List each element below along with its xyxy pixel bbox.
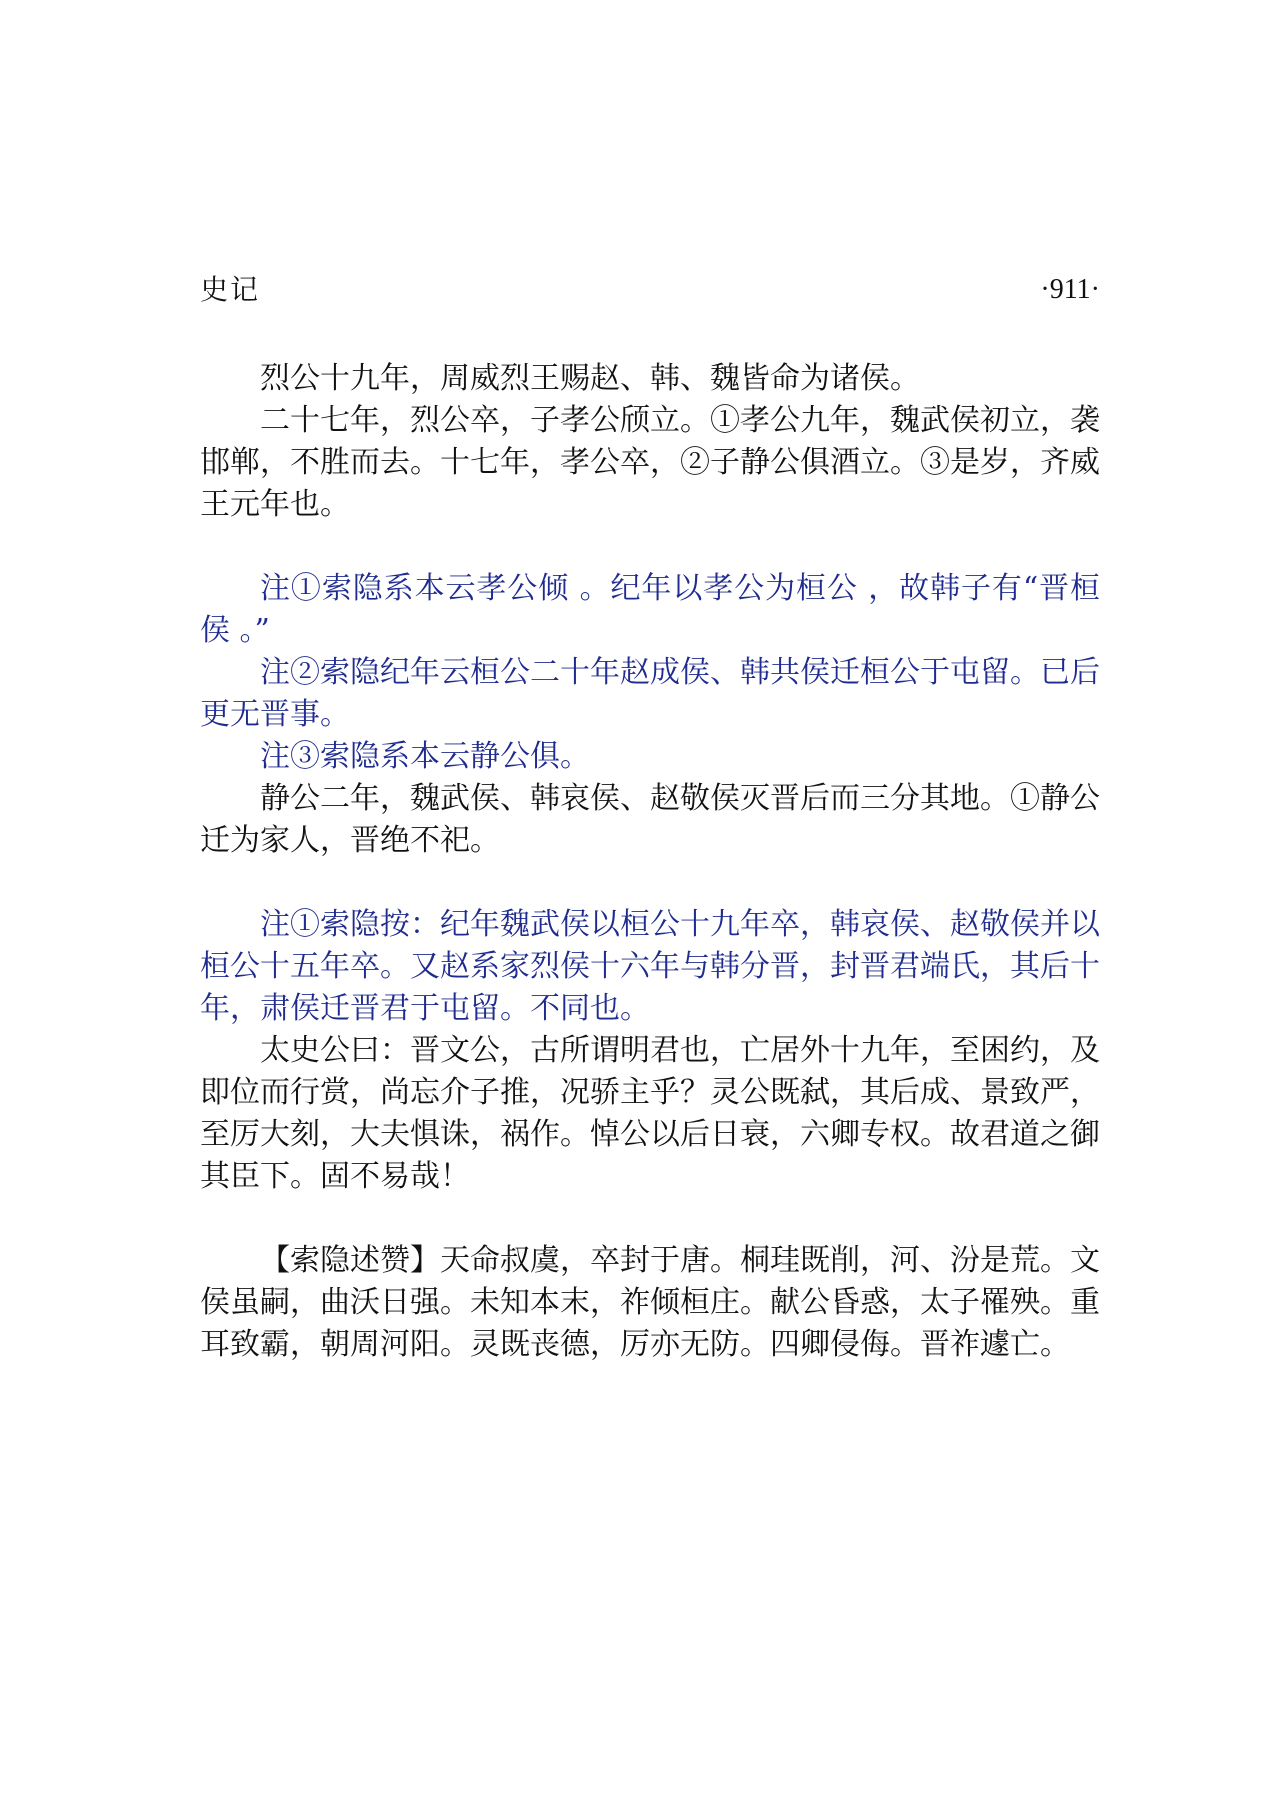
page bbox=[200, 270, 1100, 1362]
note-4: 注①索隐按：纪年魏武侯以桓公十九年卒，韩哀侯、赵敬侯并以桓公十五年卒。又赵系家烈侯十六年与韩分晋，封晋君端氏，其后十年，肃侯迁晋君于屯留。不同也。 bbox=[200, 907, 1100, 1026]
paragraph-3: 静公二年，魏武侯、韩哀侯、赵敬侯灭晋后而三分其地。①静公迁为家人，晋绝不祀。 bbox=[200, 781, 1100, 858]
note-3: 注③索隐系本云静公俱。 bbox=[260, 739, 590, 774]
note-2: 注②索隐纪年云桓公二十年赵成侯、韩共侯迁桓公于屯留。已后更无晋事。 bbox=[200, 655, 1100, 732]
paragraph-5: 【索隐述赞】天命叔虞，卒封于唐。桐珪既削，河、汾是荒。文侯虽嗣，曲沃日强。未知本末，祚倾桓庄。献公昏惑，太子罹殃。重耳致霸，朝周河阳。灵既丧德，厉亦无防。四卿侵侮。晋祚遽亡。 bbox=[200, 1243, 1100, 1362]
spacer bbox=[200, 1198, 1100, 1240]
spacer bbox=[200, 526, 1100, 568]
page-header bbox=[200, 270, 1100, 310]
page-number: ·911· bbox=[1040, 274, 1100, 305]
spacer bbox=[200, 862, 1100, 904]
text-body bbox=[200, 358, 1100, 1366]
paragraph-2: 二十七年，烈公卒，子孝公颀立。①孝公九年，魏武侯初立，袭邯郸，不胜而去。十七年，孝公卒，②子静公俱酒立。③是岁，齐威王元年也。 bbox=[200, 403, 1100, 522]
book-title: 史记 bbox=[200, 273, 261, 306]
paragraph-1: 烈公十九年，周威烈王赐赵、韩、魏皆命为诸侯。 bbox=[260, 361, 920, 396]
paragraph-4: 太史公曰：晋文公，古所谓明君也，亡居外十九年，至困约，及即位而行赏，尚忘介子推，况骄主乎？灵公既弑，其后成、景致严，至厉大刻，大夫惧诛，祸作。悼公以后日衰，六卿专权。故君道之御其臣下。固不易哉！ bbox=[200, 1033, 1100, 1194]
note-1: 注①索隐系本云孝公倾 。纪年以孝公为桓公 ，故韩子有“晋桓侯 。” bbox=[200, 571, 1100, 648]
